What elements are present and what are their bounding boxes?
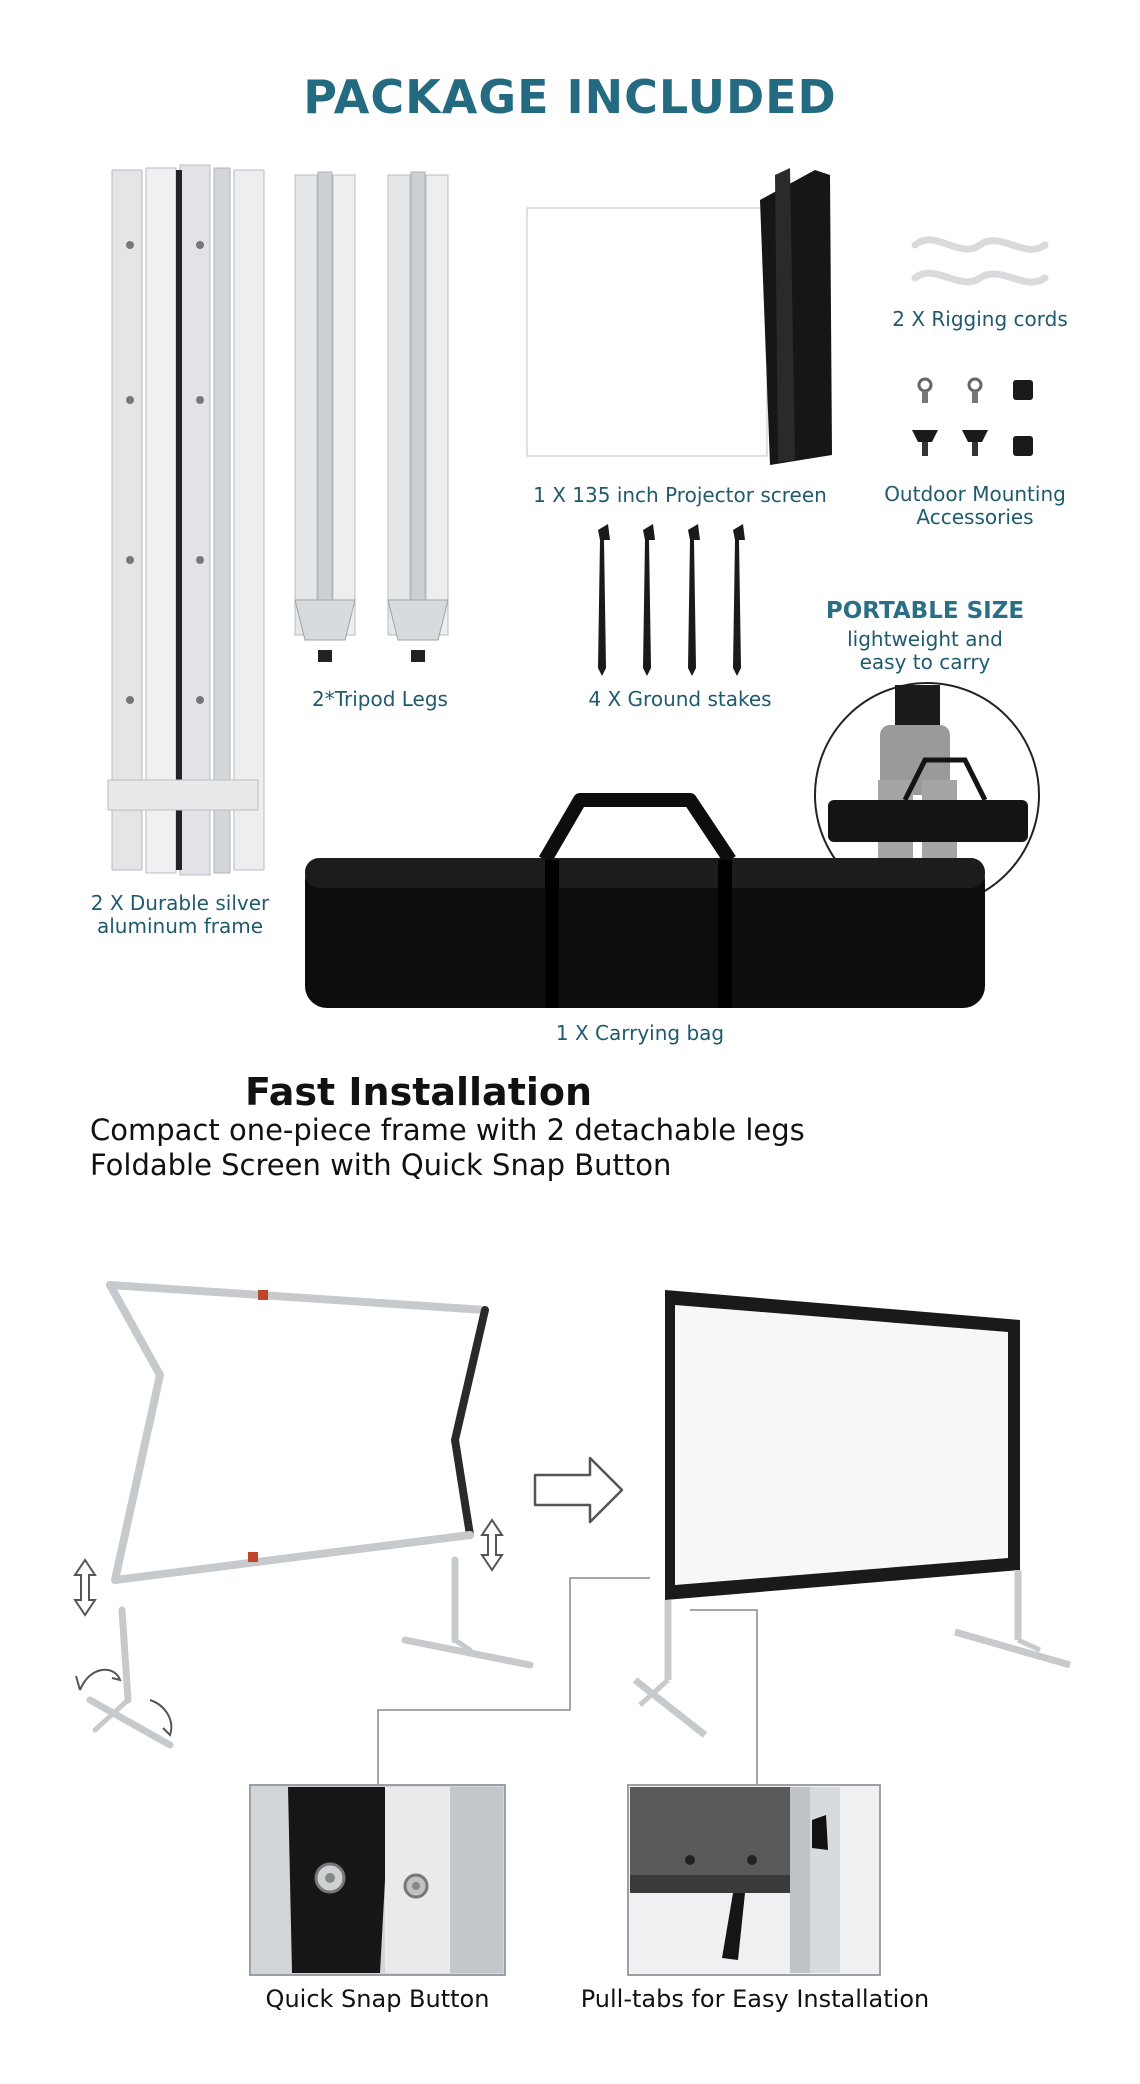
- installation-line-2: Foldable Screen with Quick Snap Button: [90, 1148, 672, 1182]
- carrying-bag-caption: 1 X Carrying bag: [555, 1021, 725, 1045]
- rigging-cords-caption: 2 X Rigging cords: [892, 307, 1068, 331]
- installation-line-1: Compact one-piece frame with 2 detachable legs: [90, 1113, 805, 1147]
- page-title: PACKAGE INCLUDED: [303, 70, 837, 124]
- ground-stakes-caption: 4 X Ground stakes: [588, 687, 772, 711]
- tripod-legs-caption: 2*Tripod Legs: [312, 687, 448, 711]
- pull-tabs-caption: Pull-tabs for Easy Installation: [580, 1985, 930, 2013]
- mounting-accessories-caption: Outdoor Mounting Accessories: [884, 482, 1066, 529]
- frame-caption: 2 X Durable silver aluminum frame: [90, 891, 270, 938]
- projector-screen-caption: 1 X 135 inch Projector screen: [533, 483, 827, 507]
- fast-installation-title: Fast Installation: [245, 1070, 593, 1114]
- portable-size-title: PORTABLE SIZE: [825, 598, 1025, 624]
- quick-snap-caption: Quick Snap Button: [265, 1985, 490, 2013]
- portable-size-subtitle: lightweight and easy to carry: [847, 627, 1003, 674]
